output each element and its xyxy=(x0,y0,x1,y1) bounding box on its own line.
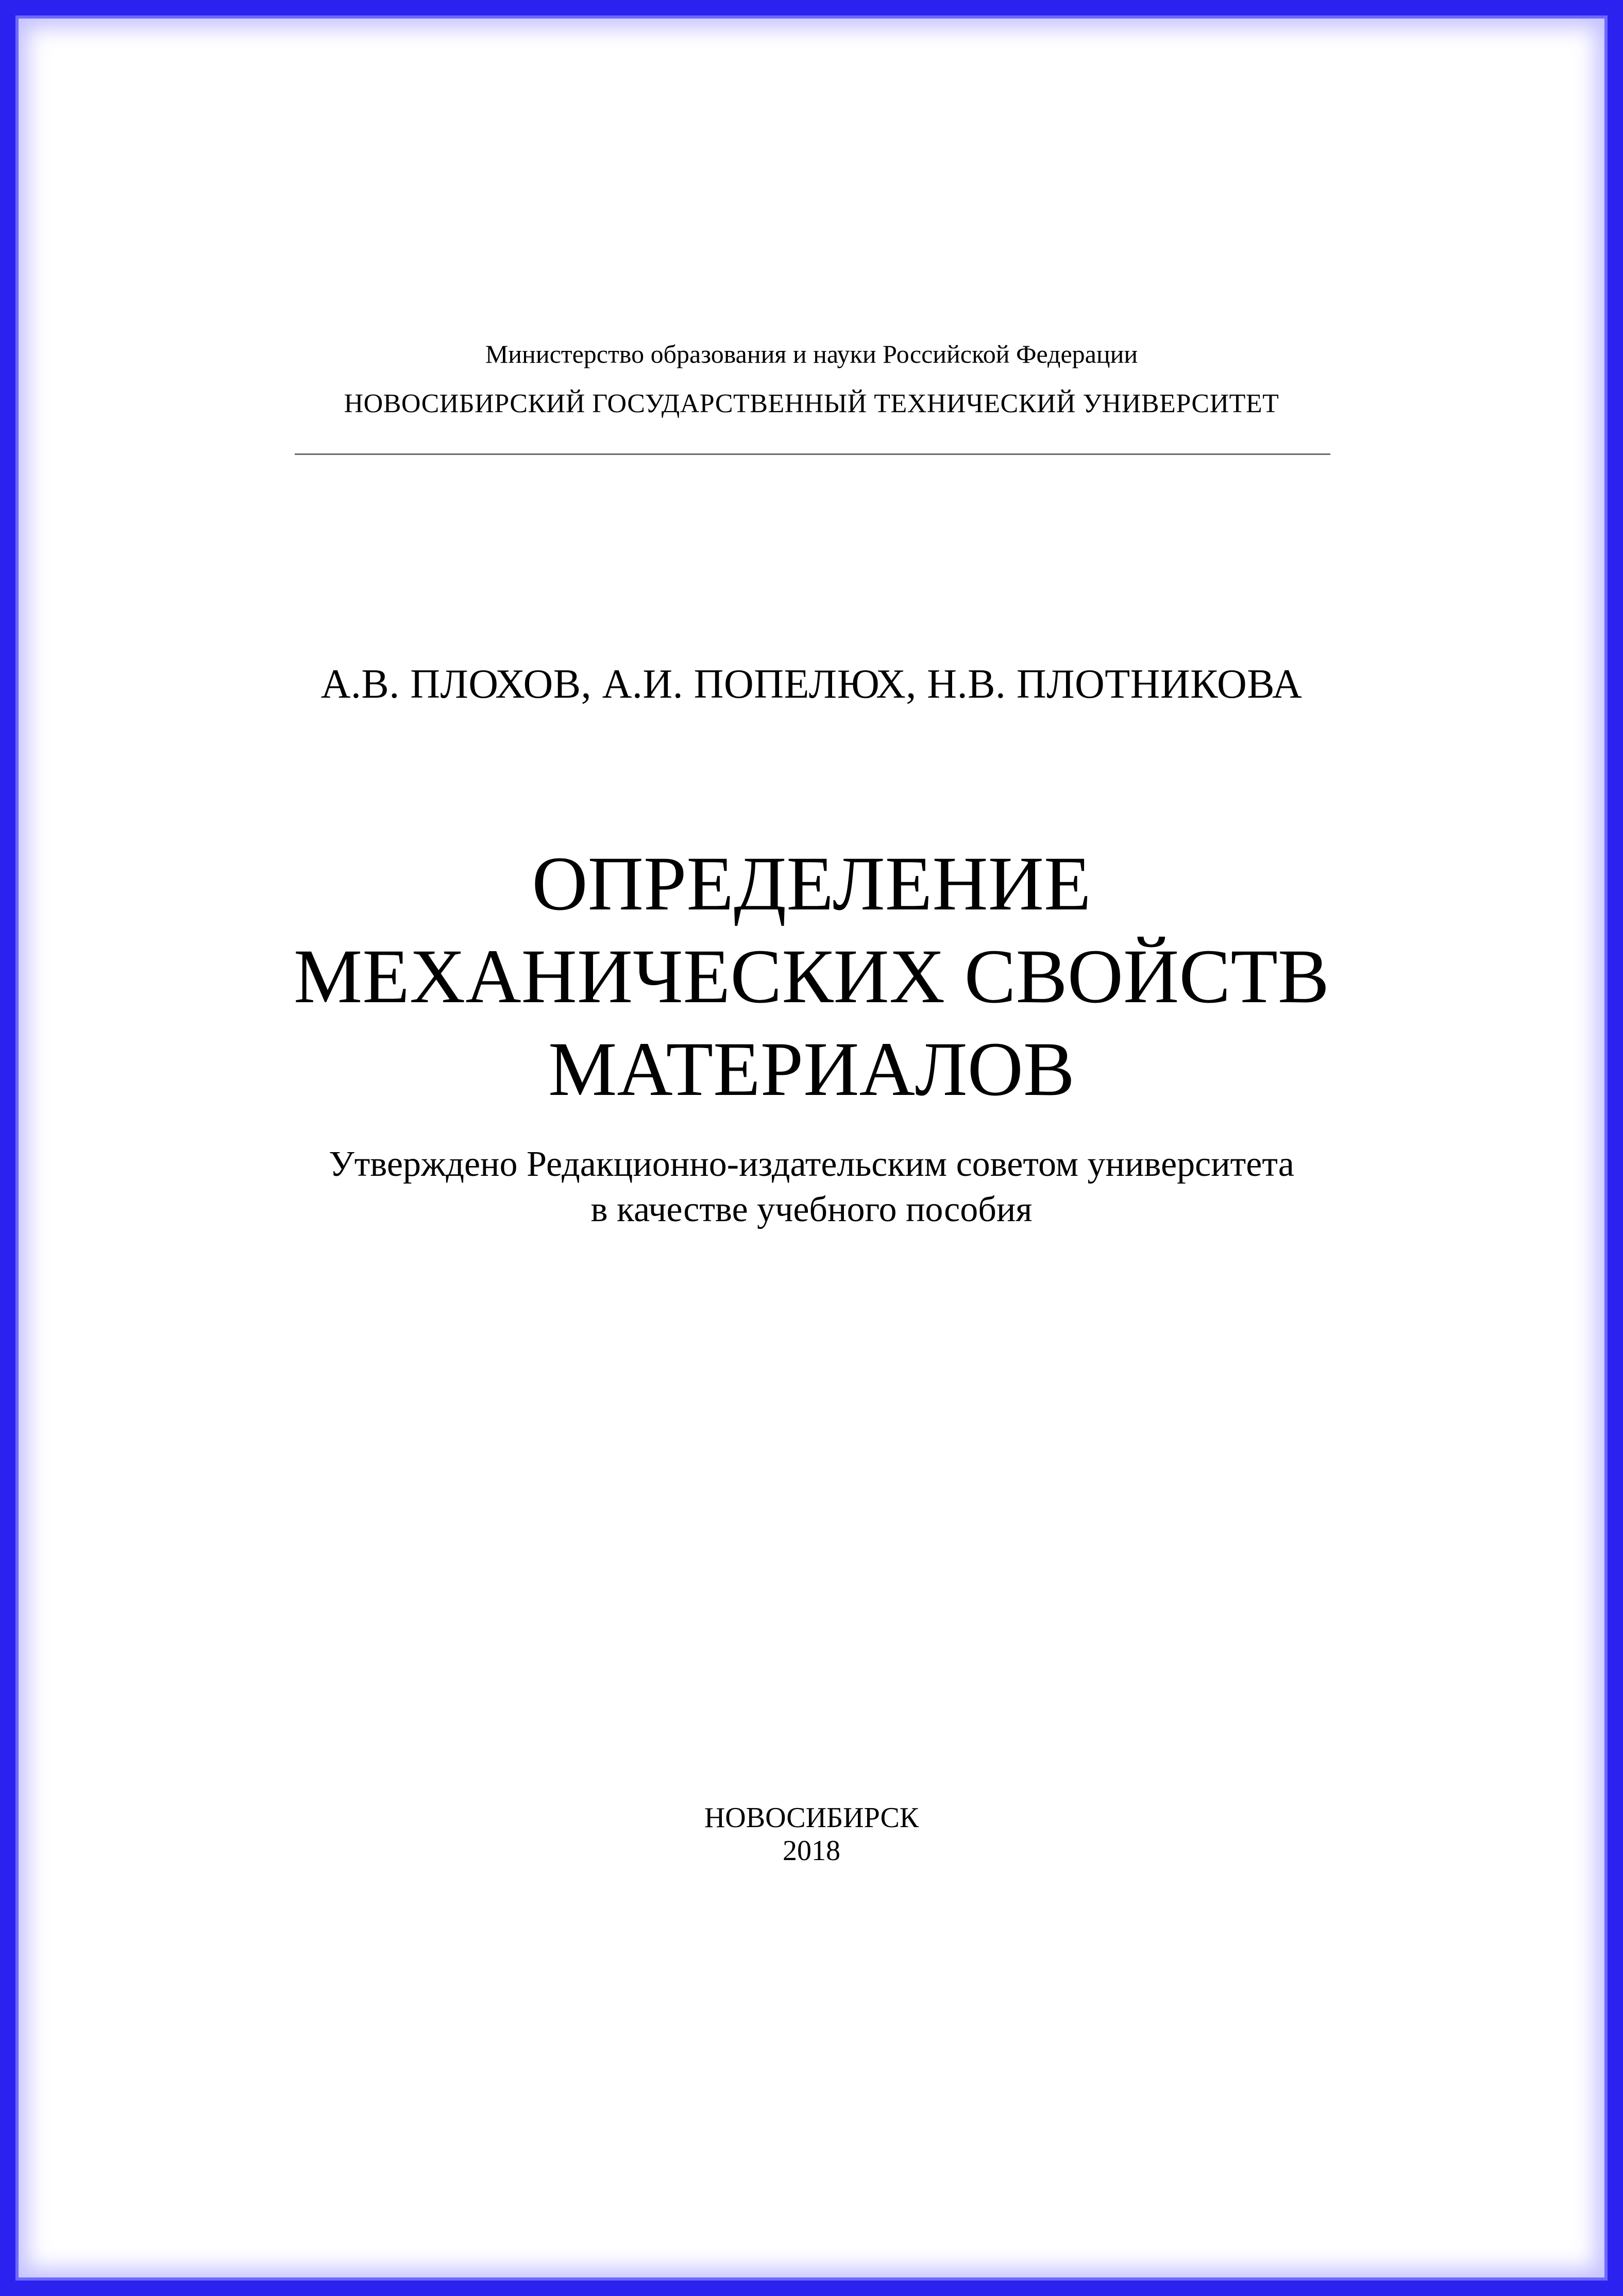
publication-city: НОВОСИБИРСК xyxy=(704,1802,919,1834)
publication-year: 2018 xyxy=(783,1835,840,1867)
ministry-name: Министерство образования и науки Российской Федерации xyxy=(485,340,1138,368)
book-title xyxy=(0,837,1623,1116)
approval-note xyxy=(0,1142,1623,1233)
book-title-line: ОПРЕДЕЛЕНИЕ xyxy=(532,841,1091,926)
approval-note-line: Утверждено Редакционно-издательским советом университета xyxy=(329,1144,1294,1184)
university-name: НОВОСИБИРСКИЙ ГОСУДАРСТВЕННЫЙ ТЕХНИЧЕСКИЙ УНИВЕРСИТЕТ xyxy=(344,389,1279,418)
header-divider xyxy=(295,453,1330,455)
authors: А.В. ПЛОХОВ, А.И. ПОПЕЛЮХ, Н.В. ПЛОТНИКОВА xyxy=(320,662,1303,707)
book-title-line: МАТЕРИАЛОВ xyxy=(548,1026,1075,1112)
book-title-line: МЕХАНИЧЕСКИХ СВОЙСТВ xyxy=(293,934,1330,1019)
approval-note-line: в качестве учебного пособия xyxy=(590,1190,1033,1229)
